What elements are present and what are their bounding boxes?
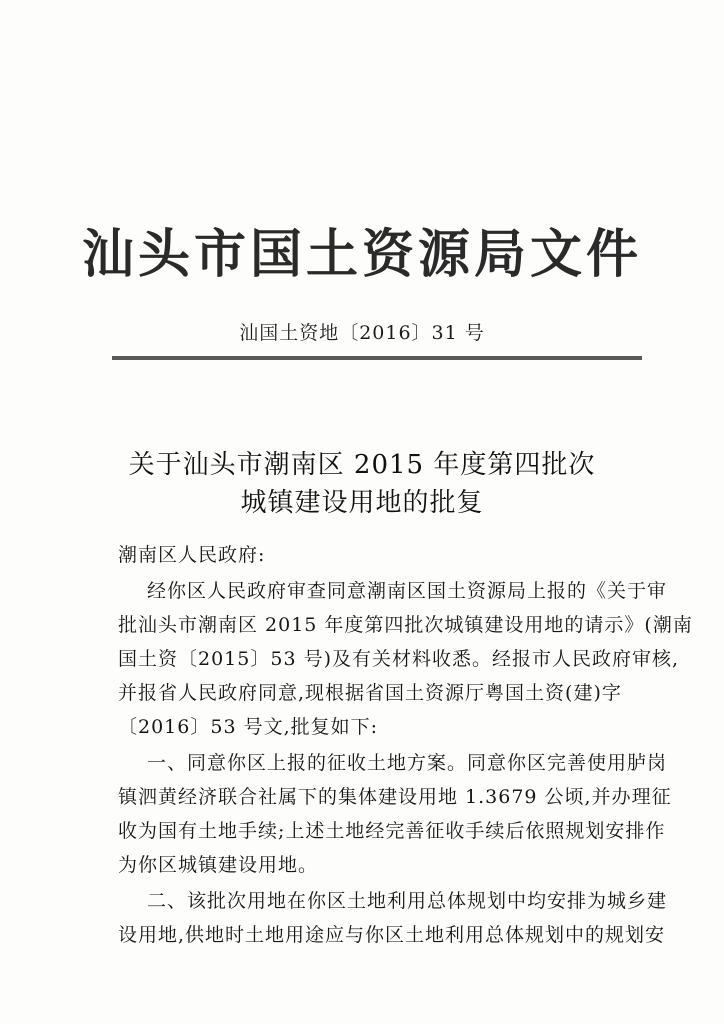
subject-title-line-2: 城镇建设用地的批复	[240, 488, 484, 518]
body-line: 经你区人民政府审查同意潮南区国土资源局上报的《关于审	[147, 580, 668, 602]
subject-title-line-1: 关于汕头市潮南区 2015 年度第四批次	[128, 450, 596, 480]
body-line: 并报省人民政府同意,现根据省国土资源厅粤国土资(建)字	[118, 682, 622, 704]
body-line: 〔2016〕53 号文,批复如下:	[118, 716, 379, 738]
document-number: 汕国土资地〔2016〕31 号	[239, 322, 485, 344]
body-line: 收为国有土地手续;上述土地经完善征收手续后依照规划安排作	[118, 820, 666, 842]
body-line: 二、该批次用地在你区土地利用总体规划中均安排为城乡建	[147, 890, 668, 912]
header-divider	[112, 356, 642, 360]
addressee: 潮南区人民政府:	[118, 544, 266, 566]
body-line: 国土资〔2015〕53 号)及有关材料收悉。经报市人民政府审核,	[118, 648, 680, 670]
document-header-title: 汕头市国土资源局文件	[81, 224, 642, 285]
body-line: 设用地,供地时土地用途应与你区土地利用总体规划中的规划安	[118, 924, 666, 946]
body-line: 批汕头市潮南区 2015 年度第四批次城镇建设用地的请示》(潮南	[118, 614, 693, 636]
body-line: 为你区城镇建设用地。	[118, 854, 319, 876]
body-line: 镇泗黄经济联合社属下的集体建设用地 1.3679 公顷,并办理征	[118, 786, 672, 808]
body-line: 一、同意你区上报的征收土地方案。同意你区完善使用胪岗	[147, 752, 668, 774]
